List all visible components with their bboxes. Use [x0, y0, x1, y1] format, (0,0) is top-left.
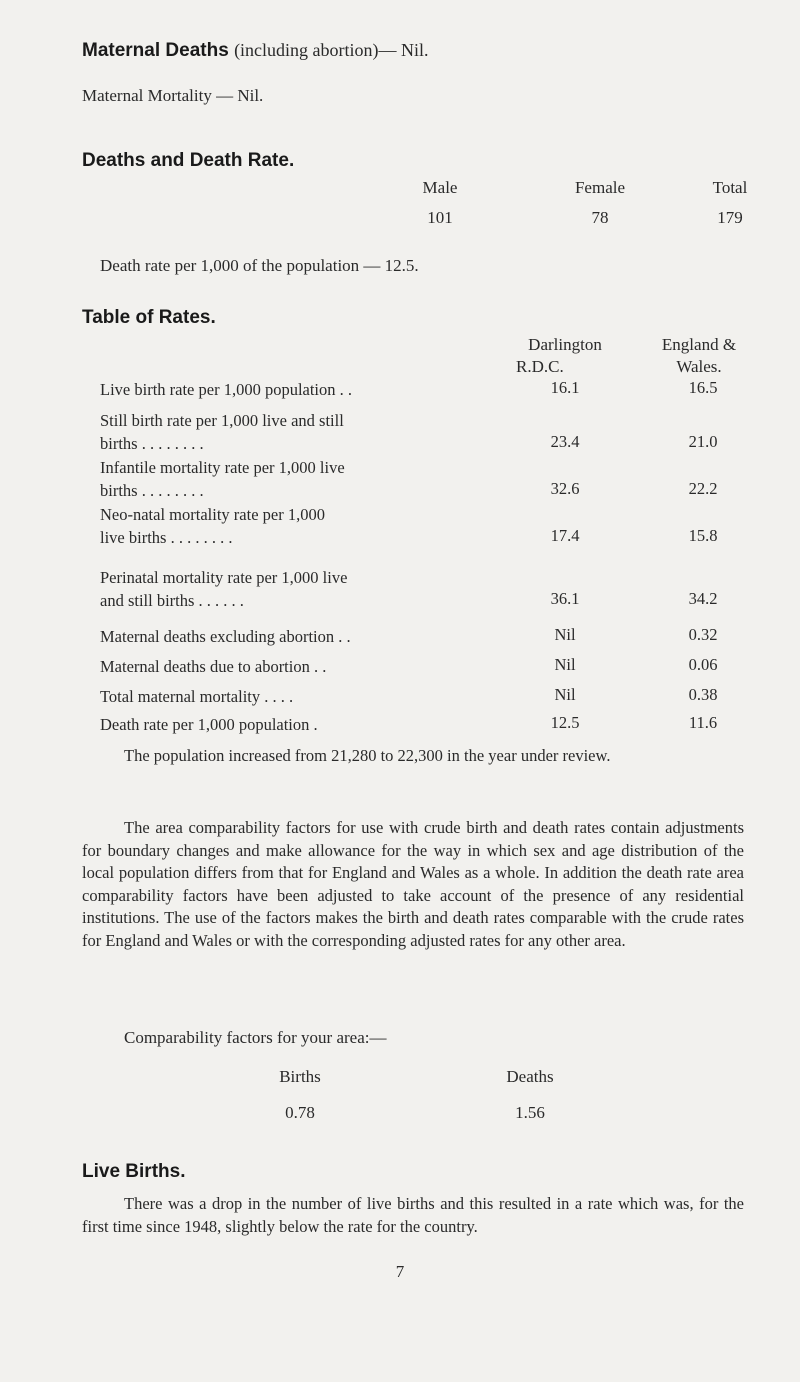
rate-row-label-line: Maternal deaths excluding abortion . . — [100, 627, 351, 646]
darlington-rate-value: Nil — [554, 625, 576, 644]
male-header: Male — [422, 178, 458, 197]
rate-row-label-line: live births . . . . . . . . — [100, 528, 233, 547]
darlington-rate-value: 12.5 — [550, 713, 580, 732]
rate-row-label-line: Perinatal mortality rate per 1,000 live — [100, 568, 348, 587]
england-rate-value: 21.0 — [688, 432, 718, 451]
darlington-header-line2: R.D.C. — [516, 357, 564, 376]
death-rate-line: Death rate per 1,000 of the population — 12.5. — [100, 256, 419, 275]
england-header-line2: Wales. — [676, 357, 722, 376]
rates-heading: Table of Rates. — [82, 307, 216, 328]
live-births-paragraph — [82, 1193, 744, 1238]
live-births-text: There was a drop in the number of live births and this resulted in a rate which was, for the first time since 1948, slightly below the rate for the country. — [82, 1194, 744, 1236]
rate-row-label — [100, 566, 520, 612]
births-factor: 0.78 — [285, 1103, 315, 1122]
rate-row-label — [100, 625, 520, 648]
darlington-rate-value: Nil — [554, 655, 576, 674]
darlington-rate-value: 23.4 — [550, 432, 580, 451]
rate-row-label — [100, 685, 520, 708]
rate-row-label-line: births . . . . . . . . — [100, 434, 204, 453]
population-paragraph — [82, 745, 744, 768]
maternal-deaths-heading — [82, 40, 429, 62]
male-value: 101 — [427, 208, 453, 227]
rate-row-label — [100, 503, 520, 549]
england-header — [634, 334, 764, 378]
rate-row-label — [100, 409, 520, 455]
darlington-rate-value: 16.1 — [550, 378, 580, 397]
deaths-label: Deaths — [506, 1067, 554, 1086]
england-rate-value: 0.38 — [688, 685, 718, 704]
darlington-rate-value: 32.6 — [550, 479, 580, 498]
darlington-rate-value: 17.4 — [550, 526, 580, 545]
comparability-paragraph — [82, 817, 744, 952]
england-rate-value: 22.2 — [688, 479, 718, 498]
rate-row-label-line: Total maternal mortality . . . . — [100, 687, 294, 706]
factors-intro: Comparability factors for your area:— — [124, 1028, 387, 1047]
maternal-deaths-title: Maternal Deaths — [82, 40, 229, 61]
total-header: Total — [712, 178, 748, 197]
england-rate-value: 0.32 — [688, 625, 718, 644]
female-header: Female — [574, 178, 626, 197]
rate-row-label — [100, 713, 520, 736]
births-label: Births — [279, 1067, 321, 1086]
rate-row-label-line: Infantile mortality rate per 1,000 live — [100, 458, 345, 477]
maternal-deaths-value: (including abortion)— Nil. — [234, 40, 429, 60]
england-rate-value: 34.2 — [688, 589, 718, 608]
female-value: 78 — [591, 208, 609, 227]
darlington-header-line1: Darlington — [528, 335, 602, 354]
rate-row-label-line: Still birth rate per 1,000 live and still — [100, 411, 344, 430]
comparability-text: The area comparability factors for use with crude birth and death rates contain adjustments for boundary changes and make allowance for the way in which sex and age distribution of the local population differs from that for England and Wales as a whole. In addition the death rate area comparability factors have been adjusted to take account of the presence of any residential institutions. The use of the factors makes the birth and death rates comparable with the crude rates for England and Wales or with the corresponding adjusted rates for any other area. — [82, 818, 744, 950]
england-rate-value: 11.6 — [688, 713, 718, 732]
total-value: 179 — [717, 208, 743, 227]
england-rate-value: 0.06 — [688, 655, 718, 674]
darlington-rate-value: 36.1 — [550, 589, 580, 608]
deaths-factor: 1.56 — [515, 1103, 545, 1122]
rate-row-label-line: Neo-natal mortality rate per 1,000 — [100, 505, 325, 524]
maternal-mortality-line: Maternal Mortality — Nil. — [82, 86, 264, 105]
rate-row-label — [100, 655, 520, 678]
england-rate-value: 16.5 — [688, 378, 718, 397]
rate-row-label-line: Maternal deaths due to abortion . . — [100, 657, 327, 676]
live-births-heading: Live Births. — [82, 1161, 186, 1182]
page-number: 7 — [395, 1262, 405, 1281]
rate-row-label-line: Death rate per 1,000 population . — [100, 715, 318, 734]
england-rate-value: 15.8 — [688, 526, 718, 545]
deaths-heading: Deaths and Death Rate. — [82, 150, 295, 171]
rate-row-label — [100, 456, 520, 502]
rate-row-label-line: Live birth rate per 1,000 population . . — [100, 380, 353, 399]
rate-row-label-line: births . . . . . . . . — [100, 481, 204, 500]
england-header-line1: England & — [661, 335, 737, 354]
rate-row-label — [100, 378, 520, 401]
population-text: The population increased from 21,280 to 22,300 in the year under review. — [124, 746, 611, 765]
darlington-header — [510, 334, 620, 378]
rate-row-label-line: and still births . . . . . . — [100, 591, 244, 610]
darlington-rate-value: Nil — [554, 685, 576, 704]
